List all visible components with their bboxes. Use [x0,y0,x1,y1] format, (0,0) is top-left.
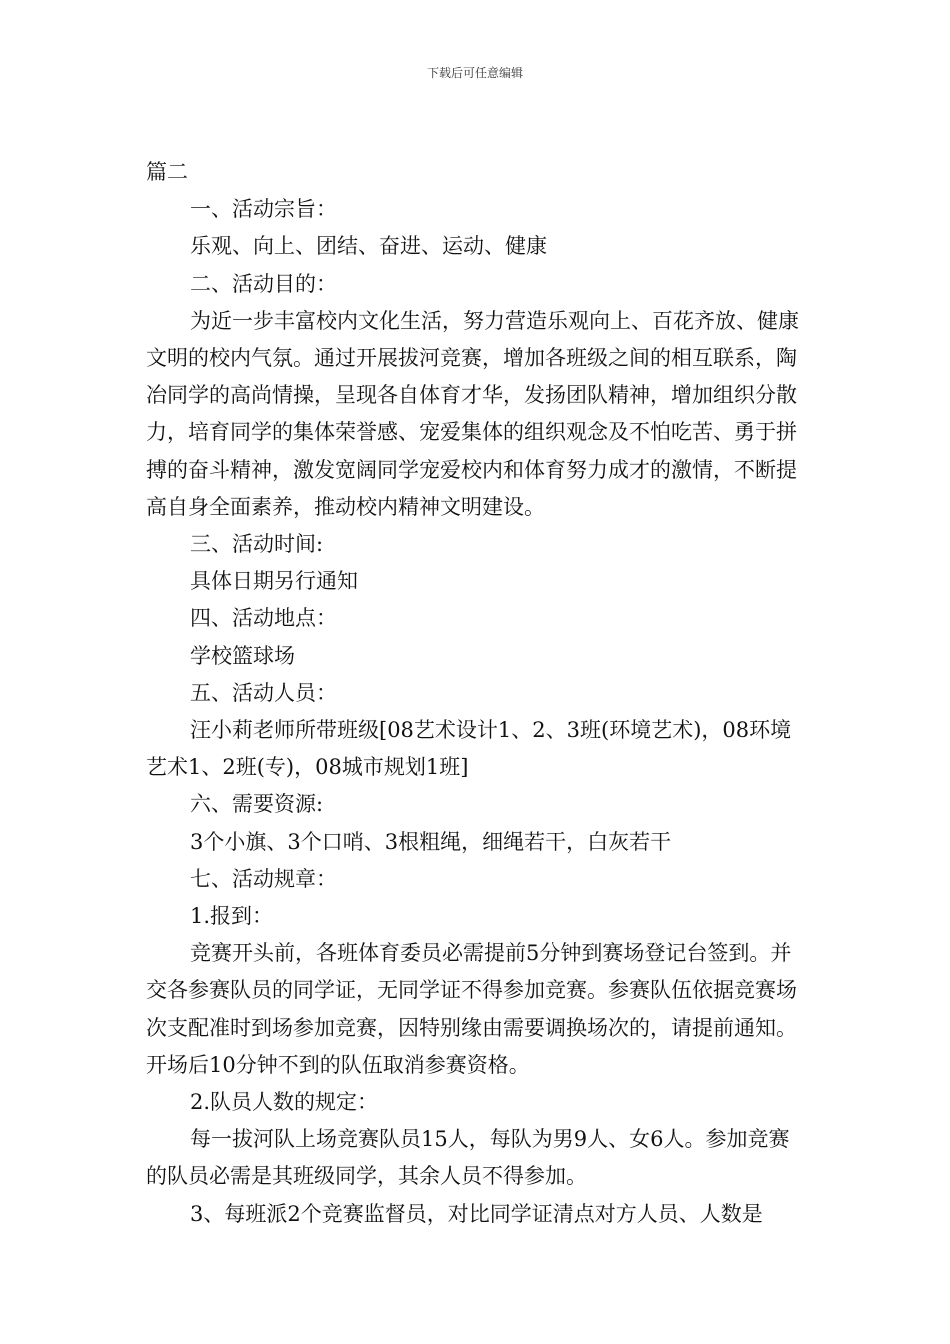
paragraph: 3个小旗、3个口哨、3根粗绳，细绳若干，白灰若干 [190,829,672,854]
paragraph: 每一拔河队上场竞赛队员15人，每队为男9人、女6人。参加竞赛的队员必需是其班级同学，其余人员不得参加。 [146,1127,790,1189]
paragraph: 乐观、向上、团结、奋进、运动、健康 [190,234,547,259]
section-heading-resources: 六、需要资源: [190,792,324,817]
page-header: 下载后可任意编辑 [426,66,523,80]
subheading-team-size: 2.队员人数的规定： [190,1090,379,1115]
paragraph: 为近一步丰富校内文化生活，努力营造乐观向上、百花齐放、健康文明的校内气氛。通过开展拔河竞赛，增加各班级之间的相互联系，陶冶同学的高尚情操，呈现各自体育才华，发扬团队精神，增加组织分散力，培育同学的集体荣誉感、宠爱集体的组织观念及不怕吃苦、勇于拼搏的奋斗精神，激发宽阔同学宠爱校内和体育努力成才的激情，不断提高自身全面素养，推动校内精神文明建设。 [146,308,799,519]
paragraph: 3、每班派2个竞赛监督员，对比同学证清点对方人员、人数是 [190,1201,763,1226]
document-title: 篇二 [146,160,188,184]
paragraph: 学校篮球场 [190,643,295,668]
paragraph: 竞赛开头前，各班体育委员必需提前5分钟到赛场登记台签到。并交各参赛队员的同学证，无同学证不得参加竞赛。参赛队伍依据竞赛场次支配准时到场参加竞赛，因特别缘由需要调换场次的，请提前通知。开场后10分钟不到的队伍取消参赛资格。 [146,941,797,1077]
section-heading-goal: 二、活动目的： [190,271,337,296]
subheading-checkin: 1.报到： [190,904,274,929]
section-heading-participants: 五、活动人员： [190,680,337,705]
section-heading-purpose: 一、活动宗旨： [190,197,337,222]
section-heading-time: 三、活动时间: [190,532,324,557]
document-body [146,154,808,1233]
paragraph: 汪小莉老师所带班级[08艺术设计1、2、3班(环境艺术)，08环境艺术1、2班(专)，08城市规划1班] [146,718,792,780]
paragraph: 具体日期另行通知 [190,569,358,594]
section-heading-location: 四、活动地点： [190,606,337,631]
section-heading-rules: 七、活动规章： [190,866,337,891]
